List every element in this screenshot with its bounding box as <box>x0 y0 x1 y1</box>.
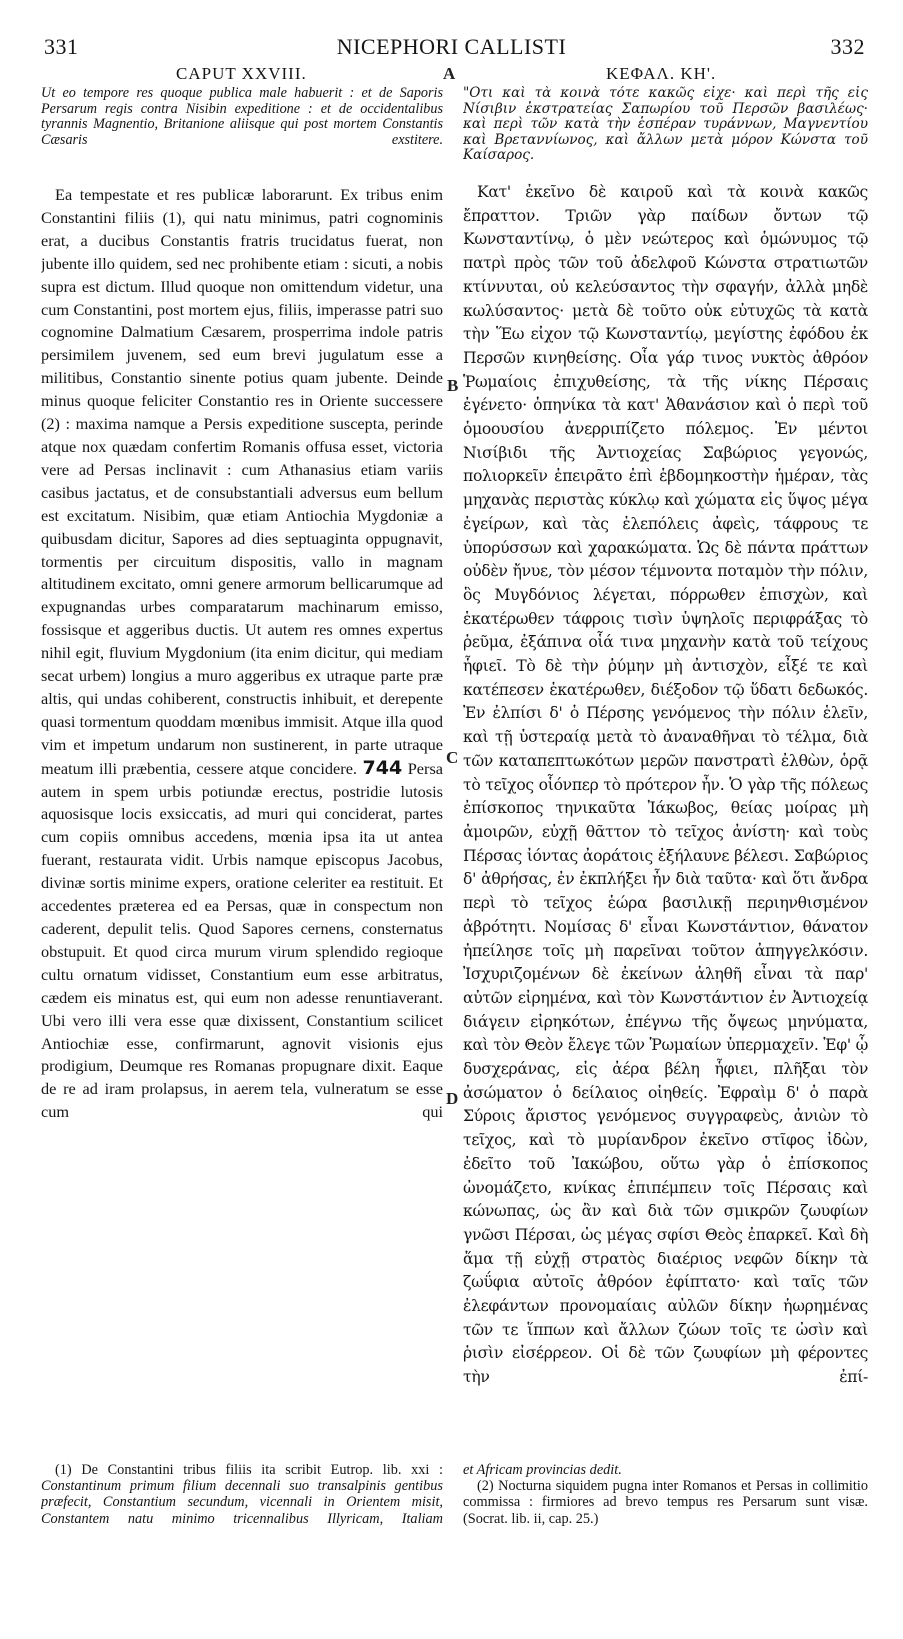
running-title: NICEPHORI CALLISTI <box>336 34 567 59</box>
latin-body <box>41 184 443 1624</box>
greek-body-paragraph: Κατ' ἐκεῖνο δὲ καιροῦ καὶ τὰ κοινὰ κακῶς ἔπραττον. Τριῶν γὰρ παίδων ὄντων τῷ Κωνσταντίνῳ, ὁ μὲν νεώτερος καὶ ὁμώνυμος τῷ πατρὶ πρὸς τῶν τοῦ ἀδελφοῦ Κώνστα στρατιωτῶν κτίννυται, οὐ κελεύσαντος τὴν σφαγήν, ἀλλὰ μηδὲ κωλύσαντος· μετὰ δὲ τοῦτο οὐκ εὐτυχῶς τὰ κατὰ τὴν Ἕω εἰχον τῷ Κωνσταντίῳ, μεγίστης ἐφόδου ἐκ Περσῶν κινηθείσης. Οἷα γάρ τινος νυκτὸς ἀθρόον Ῥωμαίοις ἐπιχυθείσης, τὰ τῆς νίκης Πέρσαις ἐγένετο· ὁπηνίκα τὰ κατ' Ἀθανάσιον καὶ ὁ περὶ τοῦ ὁμοουσίου ἀνερριπίζετο πόλεμος. Ἐν μέντοι Νισίβιδι τῆς Ἀντιοχείας Σαβώριος γεγονώς, πολιορκεῖν ἐπειρᾶτο ἐπὶ ἑβδομηκοστὴν ἡμέραν, τὰς μηχανὰς περιστὰς κύκλῳ καὶ χώματα εἰς ὕψος μέγα ἐγείρων, καὶ τὰς ἑλεπόλεις ἀφεὶς, τάφρους τε ὑπορύσσων καὶ χαρακώματα. Ὡς δὲ πάντα πράττων οὐδὲν ἤνυε, τὸν μέσον τέμνοντα ποταμὸν τὴν πόλιν, ὃς Μυγδόνιος λέγεται, πόρρωθεν ἐπισχὼν, καὶ ἑκατέρωθεν τάφροις τισὶν ὑψηλοῖς περιφράξας τὸ ῥεῦμα, ἐξάπινα οἷά τινα μηχανὴν κατὰ τοῦ τείχους ἧφιεῖ. Τὸ δὲ τὴν ῥύμην μὴ ἀντισχὸν, εἶξέ τε καὶ κατέπεσεν ἑκατέρωθεν, διέξοδον τῷ ὕδατι δεδωκός. Ἐν ἐλπίσι δ' ὁ Πέρσης γενόμενος τὴν πόλιν ἑλεῖν, καὶ τῇ ὑστεραίᾳ μετὰ τὸ ἀναναθῆναι τὸ τέλμα, διὰ τῶν καταπεπτωκότων μερῶν πανστρατὶ ἐλθὼν, ὁρᾷ τὸ τεῖχος οἷόνπερ τὸ πρότερον ἦν. Ὁ γὰρ τῆς πόλεως ἐπίσκοπος τηνικαῦτα Ἰάκωβος, θείας μοίρας μὴ ἀμοιρῶν, εὐχῇ θᾶττον τὸ τεῖχος ἀνίστη· καὶ τοὺς Πέρσας ἰόντας ἀοράτοις ἐξήλαυνε βέλεσι. Σαβώριος δ' ἀθρήσας, ἐν ἐκπλήξει ἦν διὰ ταῦτα· καὶ ὅτι ἄνδρα περὶ τὸ τεῖχος ἑώρα βασιλικῇ περιηνθισμένον ἀβρότητι. Νομίσας δ' εἶναι Κωνστάντιον, θάνατον ἠπείλησε τοῖς μὴ παρεῖναι τοῦτον ἀπηγγελκόσιν. Ἰσχυριζομένων δὲ ἐκείνων ἀληθῆ εἶναι τὰ παρ' αὐτῶν εἰρημένα, καὶ τὸν Κωνστάντιον ἐν Ἀντιοχείᾳ διάγειν εἰρηκότων, ἐπέγνω τῆς ὄψεως μηνύματα, καὶ τὸν Θεὸν ἔλεγε τῶν Ῥωμαίων ὑπερμαχεῖν. Ἐφ' ᾧ δυσχεράνας, εἰς ἀέρα βέλη ἧφιει, πλῆξαι τὸν ἀσώματον ὁ δείλαιος οἰηθείς. Ἐφραὶμ δ' ὁ παρὰ Σύροις ἄριστος γενόμενος συγγραφεὺς, ἀνιὼν τὸ τεῖχος, καὶ τὸ μυρίανδρον ἐκεῖνο στῖφος ἰδὼν, ἐδεῖτο τοῦ Ἰακώβου, οὕτω γὰρ ὁ ἐπίσκοπος ὠνομάζετο, κνίκας ἐπιπέμπειν τοῖς Πέρσαις καὶ κώνωπας, ὡς ἂν καὶ διὰ τῶν σμικρῶν ζωυφίων γνῶσι Πέρσαι, ὡς μέγας σφίσι Θεὸς ἐπαρκεῖ. Καὶ δὴ ἅμα τῇ εὐχῇ στρατὸς διαέριος νεφῶν δίκην τὰ ζωΰφια αὐτοῖς ἀθρόον ἐφίπτατο· καὶ ταῖς τῶν ἐλεφάντων προνομαίαις αὐλῶν δίκην ἡωρημένας τῶν τε ἵππων καὶ ἄλλων ζώων τοῖς τε ὠσὶν καὶ ῥισὶν εἰσέρρεον. Οἱ δὲ τῶν ζωυφίων μὴ φέροντες τὴν ἐπί- <box>463 183 868 1387</box>
latin-summary <box>41 86 443 180</box>
margin-letter-d: D <box>446 1089 459 1108</box>
margin-letter-b: B <box>447 376 459 395</box>
page-number-right: 332 <box>830 34 865 59</box>
column-number-marker: 744 <box>362 756 403 779</box>
greek-summary-text: "Οτι καὶ τὰ κοινὰ τότε κακῶς εἶχε· καὶ περὶ τῆς εἰς Νίσιβιν ἐκστρατείας Σαπωρίου τοῦ Περσῶν βασιλέως· καὶ περὶ τῶν κατὰ τὴν ἑσπέραν τυράννων, Μαγνεντίου καὶ Βρεταννίωνος, καὶ ἄλλων μετὰ μόρον Κώνστα τοῦ Καίσαρος. <box>463 86 868 163</box>
margin-letter-c: C <box>446 748 459 767</box>
latin-footnotes <box>41 1462 443 1530</box>
footnote-1-label: (1) De Constantini tribus filiis ita scribit Eutrop. lib. xxi : <box>55 1462 443 1478</box>
greek-footnotes <box>463 1462 868 1532</box>
margin-letter-a: A <box>443 64 456 83</box>
latin-body-part1: Ea tempestate et res publicæ laborarunt. Ex tribus enim Constantini filiis (1), qui natu minimus, patri cognominis erat, a ducibus Constantis fratris trucidatus fuerat, non jubente illo quidem, sed nec prohibente etiam : sicuti, a nobis supra est dictum. Illud quoque non omittendum videtur, una cum Constantini, post mortem ejus, filiis, imperasse patri suo cognomine Dalmatium Cæsarem, prosperrima indole patris persimilem juvenem, sed eum brevi jugulatum esse a militibus, Constantio sinente potius quam jubente. Deinde minus quoque feliciter Constantio res in Oriente successere (2) : maxima namque a Persis expeditione suscepta, perinde atque nox quædam confertim Romanis offusa esset, victoria vere ad Persas inclinavit : cum Athanasius etiam variis casibus jactatus, et de consubstantiali adversus eum bellum est excitatum. Nisibim, quæ etiam Antiochia Mygdoniæ a quibusdam dicitur, Sapores ad dies septuaginta oppugnavit, tormentis per circuitum dispositis, vallo in magnam altitudinem excitato, omni genere armorum bellicarumque ad expugnandas urbes comparatarum machinarum emisso, fossisque et aggeribus ductis. Ut autem res omnes expertus nihil egit, fluvium Mygdonium (ita enim dicitur, qui mediam secat urbem) longius a muro aggeribus ex utraque parte præ altis, qui undas cohiberent, constructis inhibuit, et derepente quasi tormentum quoddam mœnibus immisit. Atque illa quod vim et impetum undarum non sustinerent, in parte utraque meatum illi præbentia, cessere atque concidere. <box>41 185 443 778</box>
greek-chapter-heading: ΚΕΦΑΛ. ΚΗ'. <box>606 64 717 83</box>
latin-body-part2: Persa autem in spem urbis potiundæ erectus, postridie lutosis aquosisque locis exsiccatis, ad muri qui conciderat, partes cum copiis omnibus accedens, mœnia ipsa ita ut antea fuerant, restaurata vidit. Urbis namque episcopus Jacobus, divinæ sortis minime expers, oratione celeriter ea restituit. Et accedentes præterea ed ea Persas, quæ in conspectum non caderent, depulit telis. Quod Sapores cernens, consternatus obstupuit. Et quod circa murum virum splendido regioque cultu ornatum vidisset, Constantium eum esse arbitratus, cædem eis minatus est, qui eum non adesse renuntiaverant. Ubi vero illi vera esse quæ dixissent, Constantium scilicet Antiochiæ esse, confirmarunt, agnovit visionis ejus prodigium, Deumque res Romanas propugnare dixit. Eaque de re ad iram prolapsus, in aerem tela, vulneratum se esse cum qui <box>41 758 443 1122</box>
page-number-left: 331 <box>44 34 79 59</box>
footnote-1-continuation: et Africam provincias dedit. <box>463 1462 622 1478</box>
greek-summary <box>463 86 868 180</box>
greek-body <box>463 181 868 1639</box>
latin-summary-text: Ut eo tempore res quoque publica male habuerit : et de Saporis Persarum regis contra Nisibin expeditione : et de occidentalibus tyrannis Magnentio, Britanione aliisque qui post mortem Constantis Cæsaris exstitere. <box>41 86 443 148</box>
latin-body-paragraph <box>41 184 443 1624</box>
footnote-1-text: Constantinum primum filium decennali suo transalpinis gentibus præfecit, Constantium secundum, vicennali in Orientem misit, Constantem natu minimo tricennalibus Illyricam, Italiam <box>41 1478 443 1527</box>
footnote-2: (2) Nocturna siquidem pugna inter Romanos et Persas in collimitio commissa : firmiores ad brevo tempus res Persarum sunt visæ. (Socrat. lib. ii, cap. 25.) <box>463 1478 868 1527</box>
latin-chapter-heading: CAPUT XXVIII. <box>176 64 307 83</box>
